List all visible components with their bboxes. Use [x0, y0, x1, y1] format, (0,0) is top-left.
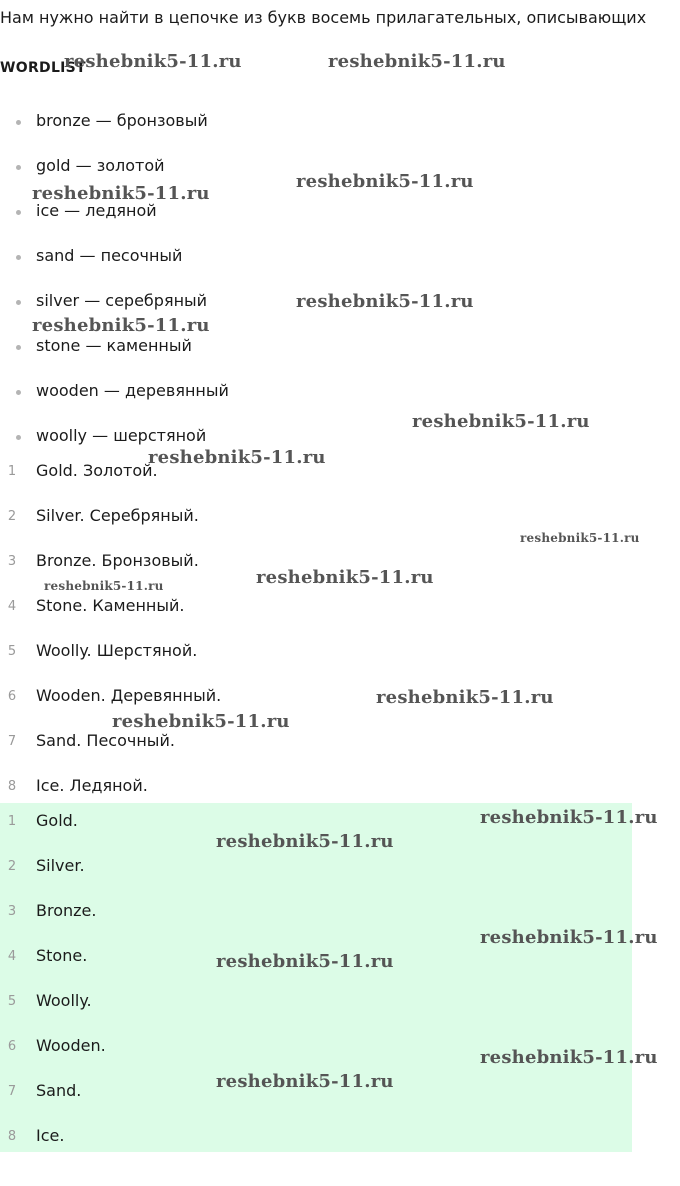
watermark: reshebnik5-11.ru: [44, 579, 164, 593]
wordlist-item-text: sand — песочный: [36, 246, 183, 265]
answer-item: [0, 728, 640, 773]
wordlist-item: [0, 243, 640, 288]
answer-number: 2: [7, 509, 17, 524]
watermark: reshebnik5-11.ru: [376, 687, 554, 708]
answer-number: 3: [7, 554, 17, 569]
answer-number: 3: [7, 904, 17, 919]
watermark: reshebnik5-11.ru: [216, 951, 394, 972]
answer-item: [0, 593, 640, 638]
wordlist-item-text: stone — каменный: [36, 336, 192, 355]
answer-number: 4: [7, 599, 17, 614]
answer-number: 7: [7, 1084, 17, 1099]
answer-item: [0, 1123, 640, 1168]
answer-item: [0, 988, 640, 1033]
wordlist-item-text: ice — ледяной: [36, 201, 157, 220]
answer-text: Gold. Золотой.: [36, 461, 158, 480]
wordlist-item: [0, 333, 640, 378]
answer-text: Stone.: [36, 946, 88, 965]
answer-number: 6: [7, 1039, 17, 1054]
answer-text: Ice. Ледяной.: [36, 776, 148, 795]
answer-text: Sand.: [36, 1081, 82, 1100]
bullet-icon: [16, 345, 21, 350]
answer-number: 4: [7, 949, 17, 964]
answers-list-full: [0, 458, 640, 818]
answer-text: Bronze. Бронзовый.: [36, 551, 199, 570]
intro-text: Нам нужно найти в цепочке из букв восемь прилагательных, описывающих: [0, 8, 647, 27]
bullet-icon: [16, 390, 21, 395]
answers-list-short: [0, 808, 640, 1168]
answer-text: Gold.: [36, 811, 78, 830]
answer-text: Ice.: [36, 1126, 65, 1145]
answer-text: Sand. Песочный.: [36, 731, 175, 750]
watermark: reshebnik5-11.ru: [32, 315, 210, 336]
answer-number: 8: [7, 779, 17, 794]
wordlist-item: [0, 108, 640, 153]
answer-text: Bronze.: [36, 901, 97, 920]
answer-text: Wooden.: [36, 1036, 106, 1055]
watermark: reshebnik5-11.ru: [148, 447, 326, 468]
answer-text: Stone. Каменный.: [36, 596, 185, 615]
watermark: reshebnik5-11.ru: [412, 411, 590, 432]
answer-number: 8: [7, 1129, 17, 1144]
wordlist-item: [0, 198, 640, 243]
bullet-icon: [16, 210, 21, 215]
watermark: reshebnik5-11.ru: [256, 567, 434, 588]
answer-text: Silver. Серебряный.: [36, 506, 199, 525]
watermark: reshebnik5-11.ru: [296, 291, 474, 312]
answer-text: Silver.: [36, 856, 85, 875]
wordlist-heading: WORDLIST: [0, 60, 86, 76]
answer-text: Woolly. Шерстяной.: [36, 641, 198, 660]
wordlist-item-text: wooden — деревянный: [36, 381, 229, 400]
watermark: reshebnik5-11.ru: [480, 807, 658, 828]
watermark: reshebnik5-11.ru: [296, 171, 474, 192]
bullet-icon: [16, 165, 21, 170]
wordlist-item-text: gold — золотой: [36, 156, 165, 175]
answer-number: 5: [7, 644, 17, 659]
bullet-icon: [16, 120, 21, 125]
answer-item: [0, 638, 640, 683]
watermark: reshebnik5-11.ru: [216, 1071, 394, 1092]
bullet-icon: [16, 300, 21, 305]
answer-number: 2: [7, 859, 17, 874]
answer-number: 1: [7, 814, 17, 829]
answer-number: 6: [7, 689, 17, 704]
bullet-icon: [16, 255, 21, 260]
wordlist-item-text: silver — серебряный: [36, 291, 208, 310]
watermark: reshebnik5-11.ru: [520, 531, 640, 545]
answer-number: 1: [7, 464, 17, 479]
watermark: reshebnik5-11.ru: [112, 711, 290, 732]
answer-item: [0, 853, 640, 898]
bullet-icon: [16, 435, 21, 440]
watermark: reshebnik5-11.ru: [64, 51, 242, 72]
watermark: reshebnik5-11.ru: [480, 927, 658, 948]
answer-text: Wooden. Деревянный.: [36, 686, 222, 705]
wordlist-item-text: woolly — шерстяной: [36, 426, 207, 445]
watermark: reshebnik5-11.ru: [216, 831, 394, 852]
answer-text: Woolly.: [36, 991, 92, 1010]
watermark: reshebnik5-11.ru: [480, 1047, 658, 1068]
answer-number: 5: [7, 994, 17, 1009]
watermark: reshebnik5-11.ru: [32, 183, 210, 204]
wordlist-item-text: bronze — бронзовый: [36, 111, 208, 130]
answer-number: 7: [7, 734, 17, 749]
watermark: reshebnik5-11.ru: [328, 51, 506, 72]
